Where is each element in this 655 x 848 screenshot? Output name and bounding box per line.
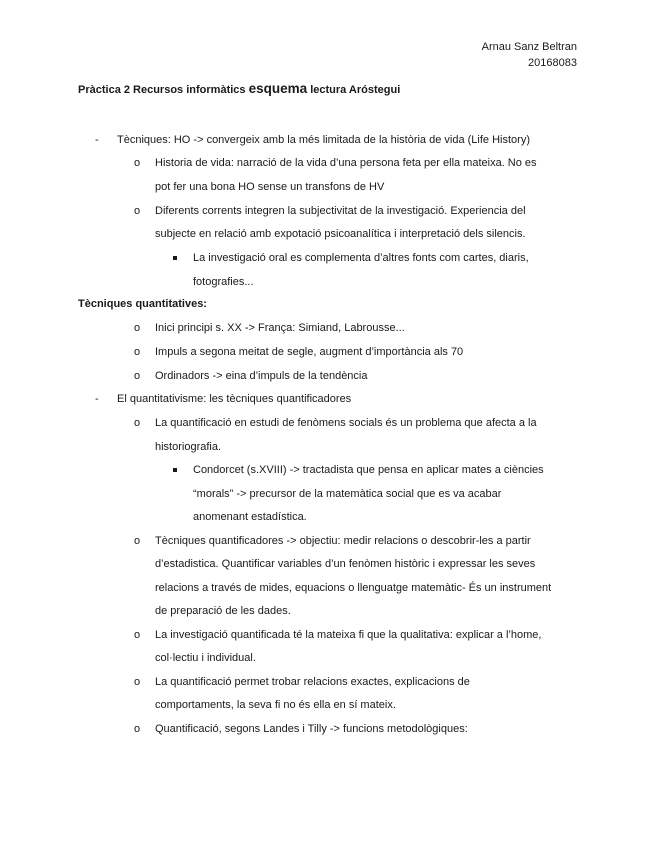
author-name: Arnau Sanz Beltran: [481, 41, 577, 53]
quantitativisme-item2-line1: Tècniques quantificadores -> objectiu: medir relacions o descobrir-les a partir: [155, 535, 531, 547]
quantitativisme-main-line: El quantitativisme: les tècniques quantificadores: [117, 393, 352, 405]
dash-bullet: -: [95, 393, 99, 405]
tecniques-item2-line2: subjecte en relació amb expotació psicoanalítica i interpretació dels silencis.: [155, 228, 526, 240]
title-part-3: lectura Aróstegui: [310, 84, 401, 96]
student-id: 20168083: [528, 57, 577, 69]
tecniques-sub-line2: fotografies...: [193, 276, 254, 288]
square-bullet: [173, 251, 177, 266]
title-part-1: Pràctica 2 Recursos informàtics: [78, 84, 246, 96]
quantitativisme-sub-line1: Condorcet (s.XVIII) -> tractadista que pensa en aplicar mates a ciències: [193, 464, 544, 476]
circle-bullet: o: [134, 535, 141, 547]
tecniques-item1-line2: pot fer una bona HO sense un transfons de HV: [155, 181, 385, 193]
page-title: [78, 81, 400, 96]
circle-bullet: o: [134, 676, 141, 688]
quantitativisme-item1-line2: historiografia.: [155, 441, 222, 453]
quantitativisme-item2-line3: relacions a través de mides, equacions o llenguatge matemàtic- És un instrument: [155, 582, 552, 594]
quantitativisme-item2-line4: de preparació de les dades.: [155, 605, 291, 617]
circle-bullet: o: [134, 157, 141, 169]
quantitativisme-item4-line2: comportaments, la seva fi no és ella en sí mateix.: [155, 699, 396, 711]
circle-bullet: o: [134, 322, 141, 334]
quantitativisme-item3-line2: col·lectiu i individual.: [155, 652, 256, 664]
square-bullet: [173, 463, 177, 478]
quantitativisme-sub-line3: anomenant estadística.: [193, 511, 307, 523]
quantitativisme-item5-line1: Quantificació, segons Landes i Tilly -> funcions metodològiques:: [155, 723, 468, 735]
circle-bullet: o: [134, 370, 141, 382]
quantitativisme-item4-line1: La quantificació permet trobar relacions exactes, explicacions de: [155, 676, 470, 688]
title-part-2: esquema: [248, 81, 308, 96]
tecniques-item1-line1: Historia de vida: narració de la vida d’una persona feta per ella mateixa. No es: [155, 157, 537, 169]
author-block: [482, 39, 577, 71]
quantitatives-heading: Tècniques quantitatives:: [78, 298, 207, 310]
quantitatives-item3: Ordinadors -> eina d’impuls de la tendència: [155, 370, 368, 382]
circle-bullet: o: [134, 346, 141, 358]
dash-bullet: -: [95, 134, 99, 146]
tecniques-sub-line1: La investigació oral es complementa d’altres fonts com cartes, diaris,: [193, 252, 529, 264]
tecniques-item2-line1: Diferents corrents integren la subjectivitat de la investigació. Experiencia del: [155, 205, 526, 217]
quantitativisme-item1-line1: La quantificació en estudi de fenòmens socials és un problema que afecta a la: [155, 417, 537, 429]
quantitatives-item1: Inici principi s. XX -> França: Simiand, Labrousse...: [155, 322, 405, 334]
circle-bullet: o: [134, 723, 141, 735]
quantitativisme-item3-line1: La investigació quantificada té la mateixa fi que la qualitativa: explicar a l’home,: [155, 629, 542, 641]
quantitativisme-item2-line2: d’estadistica. Quantificar variables d’un fenòmen històric i expressar les seves: [155, 558, 536, 570]
circle-bullet: o: [134, 417, 141, 429]
circle-bullet: o: [134, 629, 141, 641]
tecniques-main-line: Tècniques: HO -> convergeix amb la més limitada de la història de vida (Life History): [117, 134, 530, 146]
quantitativisme-sub-line2: “morals” -> precursor de la matemàtica social que es va acabar: [193, 488, 502, 500]
quantitatives-item2: Impuls a segona meitat de segle, augment d’importància als 70: [155, 346, 464, 358]
circle-bullet: o: [134, 205, 141, 217]
